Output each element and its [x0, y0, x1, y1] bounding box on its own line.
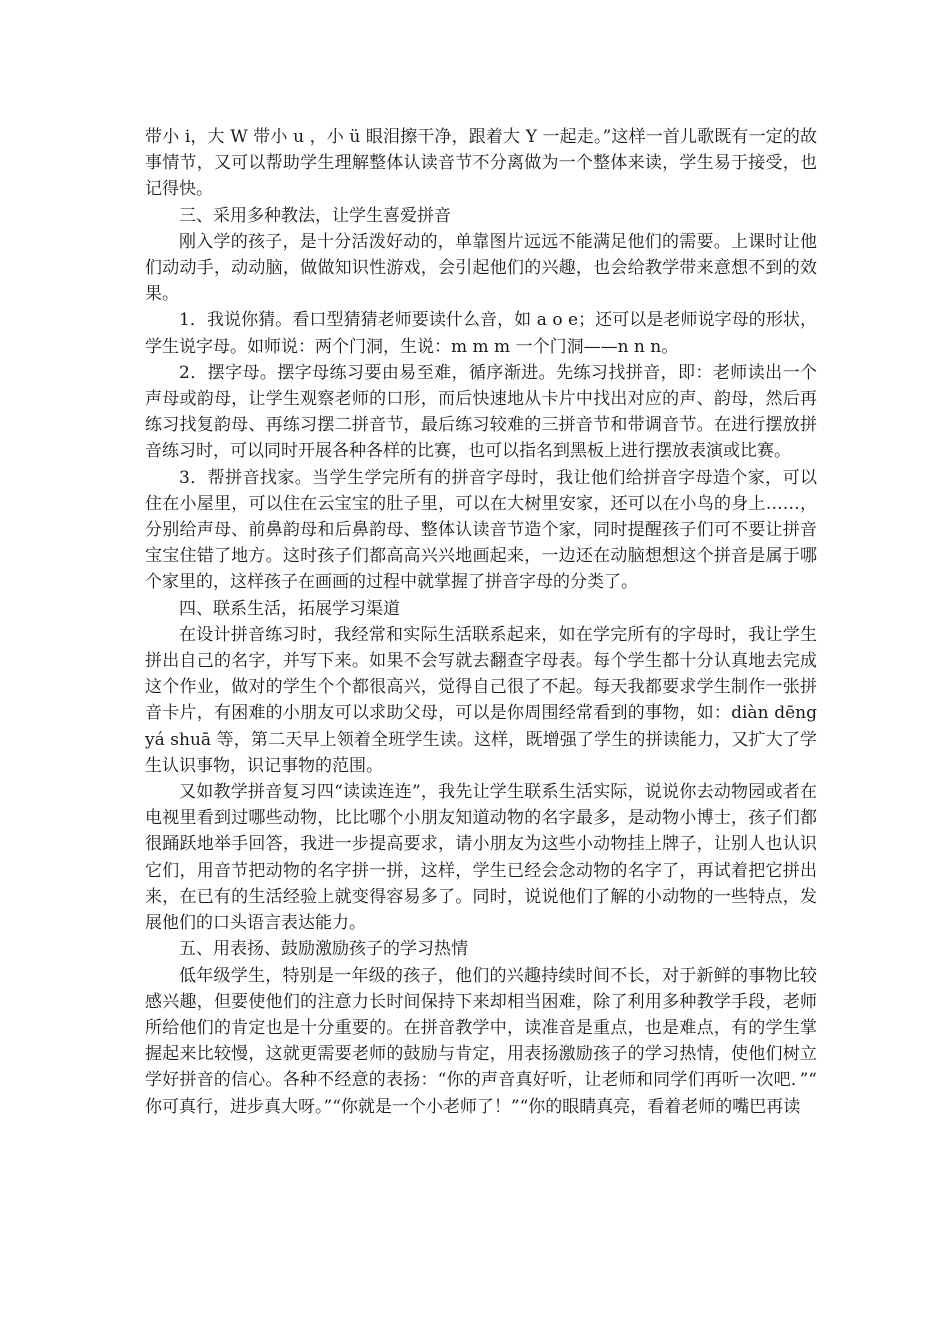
section-heading-4: 四、联系生活，拓展学习渠道	[179, 598, 400, 619]
paragraph: 2．摆字母。摆字母练习要由易至难，循序渐进。先练习找拼音，即：老师读出一个声母或韵母，让学生观察老师的口形，而后快速地从卡片中找出对应的声、韵母，然后再练习找复韵母、再练习摆二拼音节，最后练习较难的三拼音节和带调音节。在进行摆放拼音练习时，可以同时开展各种各样的比赛，也可以指名到黑板上进行摆放表演或比赛。	[145, 362, 817, 462]
section-heading-5: 五、用表扬、鼓励激励孩子的学习热情	[179, 939, 468, 960]
paragraph: 刚入学的孩子，是十分活泼好动的，单靠图片远远不能满足他们的需要。上课时让他们动动手，动动脑，做做知识性游戏，会引起他们的兴趣，也会给教学带来意想不到的效果。	[145, 231, 817, 305]
paragraph: 在设计拼音练习时，我经常和实际生活联系起来，如在学完所有的字母时，我让学生拼出自己的名字，并写下来。如果不会写就去翻查字母表。每个学生都十分认真地去完成这个作业，做对的学生个个都很高兴，觉得自己很了不起。每天我都要求学生制作一张拼音卡片，有困难的小朋友可以求助父母，可以是你周围经常看到的事物，如：diàn dēng yá shuā 等，第二天早上领着全班学生读。这样，既增强了学生的拼读能力，又扩大了学生认识事物，识记事物的范围。	[145, 624, 817, 776]
section-heading-3: 三、采用多种教法，让学生喜爱拼音	[179, 205, 451, 226]
document-page	[145, 124, 817, 1120]
paragraph: 1．我说你猜。看口型猜猜老师要读什么音，如 a o e；还可以是老师说字母的形状，学生说字母。如师说：两个门洞，生说：m m m 一个门洞——n n n。	[145, 310, 817, 357]
paragraph: 又如教学拼音复习四“读读连连”，我先让学生联系生活实际，说说你去动物园或者在电视里看到过哪些动物，比比哪个小朋友知道动物的名字最多，是动物小博士，孩子们都很踊跃地举手回答，我进一步提高要求，请小朋友为这些小动物挂上牌子，让别人也认识它们，用音节把动物的名字拼一拼，这样，学生已经会念动物的名字了，再试着把它拼出来，在已有的生活经验上就变得容易多了。同时，说说他们了解的小动物的一些特点，发展他们的口头语言表达能力。	[145, 782, 817, 934]
paragraph: 3．帮拼音找家。当学生学完所有的拼音字母时，我让他们给拼音字母造个家，可以住在小屋里，可以住在云宝宝的肚子里，可以在大树里安家，还可以在小鸟的身上……，分别给声母、前鼻韵母和后鼻韵母、整体认读音节造个家，同时提醒孩子们可不要让拼音宝宝住错了地方。这时孩子们都高高兴兴地画起来，一边还在动脑想想这个拼音是属于哪个家里的，这样孩子在画画的过程中就掌握了拼音字母的分类了。	[145, 467, 817, 593]
paragraph: 低年级学生，特别是一年级的孩子，他们的兴趣持续时间不长，对于新鲜的事物比较感兴趣，但要使他们的注意力长时间保持下来却相当困难，除了利用多种教学手段，老师所给他们的肯定也是十分重要的。在拼音教学中，读准音是重点，也是难点，有的学生掌握起来比较慢，这就更需要老师的鼓励与肯定，用表扬激励孩子的学习热情，使他们树立学好拼音的信心。各种不经意的表扬：“你的声音真好听，让老师和同学们再听一次吧．”“你可真行，进步真大呀。”“你就是一个小老师了！”“你的眼睛真亮，看着老师的嘴巴再读	[145, 965, 817, 1117]
paragraph-intro-continuation: 带小 i，大 W 带小 u ，小 ü 眼泪擦干净，跟着大 Y 一起走。”这样一首儿歌既有一定的故事情节，又可以帮助学生理解整体认读音节不分离做为一个整体来读，学生易于接受，也记得快。	[145, 127, 817, 200]
